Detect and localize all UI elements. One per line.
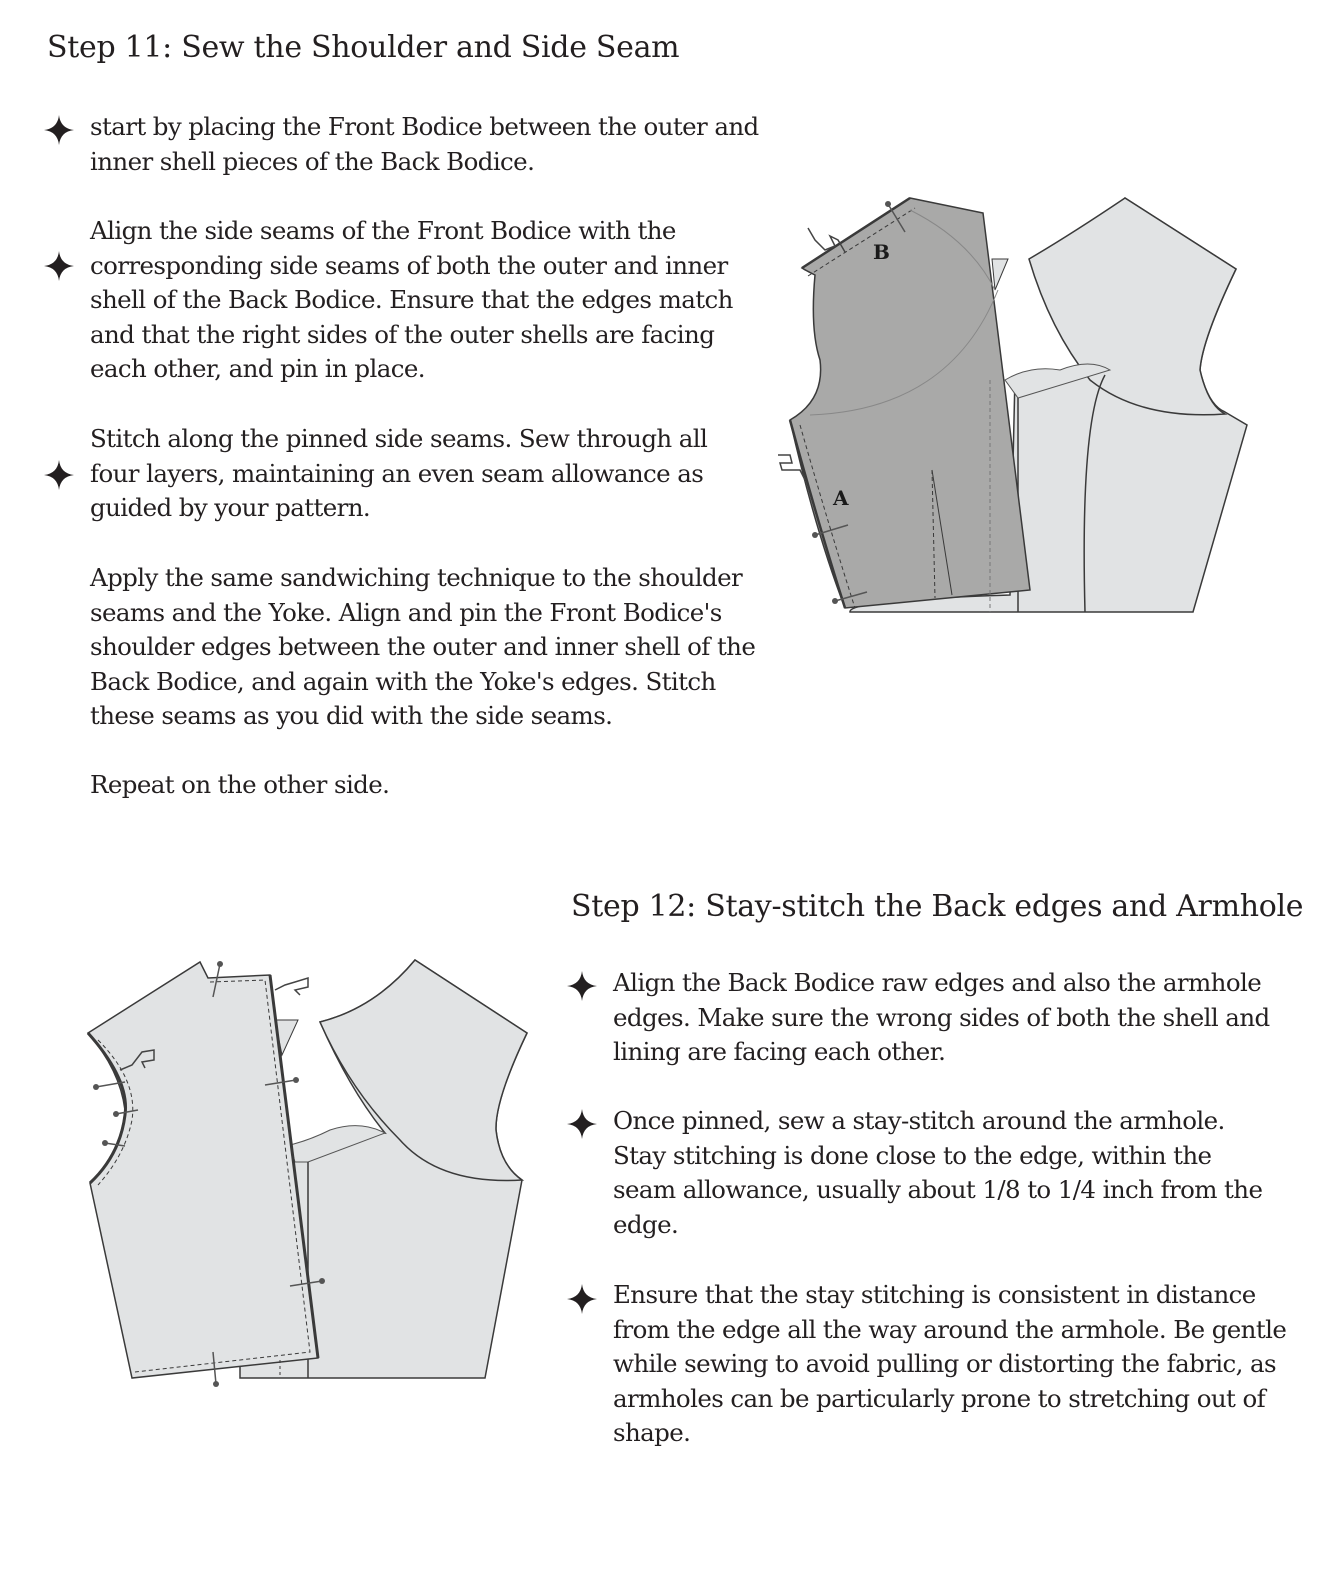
four-point-star-icon bbox=[567, 1109, 597, 1139]
step-12-paragraph-2: Once pinned, sew a stay-stitch around the armhole. Stay stitching is done close to the edge, within the seam allowance, usually about 1/8 to 1/4 inch from the edge. bbox=[613, 1106, 1263, 1239]
step-11-paragraph-4: Apply the same sandwiching technique to the shoulder seams and the Yoke. Align and pin the Front Bodice's shoulder edges between the outer and inner shell of the Back Bodice, and again with the Yoke's edges. Stitch these seams as you did with the side seams. bbox=[90, 563, 756, 731]
step-11-paragraph-3: Stitch along the pinned side seams. Sew through all four layers, maintaining an even seam allowance as guided by your pattern. bbox=[90, 424, 708, 523]
step-11-paragraph-1: start by placing the Front Bodice between the outer and inner shell pieces of the Back Bodice. bbox=[90, 112, 759, 176]
step-11-paragraph-2: Align the side seams of the Front Bodice with the corresponding side seams of both the outer and inner shell of the Back Bodice. Ensure that the edges match and that the right sides of the outer shells are facing each other, and pin in place. bbox=[90, 216, 733, 384]
label-b: B bbox=[873, 240, 890, 264]
step-11-title: Step 11: Sew the Shoulder and Side Seam bbox=[47, 30, 680, 65]
step-12-title: Step 12: Stay-stitch the Back edges and Armhole bbox=[571, 889, 1304, 924]
label-a: A bbox=[833, 486, 849, 510]
step-12-illustration bbox=[70, 940, 550, 1400]
four-point-star-icon bbox=[567, 971, 597, 1001]
four-point-star-icon bbox=[44, 460, 74, 490]
step-12-paragraph-3: Ensure that the stay stitching is consistent in distance from the edge all the way around the armhole. Be gentle while sewing to avoid pulling or distorting the fabric, as armholes can be particularly prone to stretching out of shape. bbox=[613, 1280, 1287, 1448]
four-point-star-icon bbox=[44, 251, 74, 281]
step-11-illustration bbox=[770, 180, 1270, 640]
step-11-paragraph-5: Repeat on the other side. bbox=[90, 770, 390, 799]
four-point-star-icon bbox=[567, 1284, 597, 1314]
step-12-paragraph-1: Align the Back Bodice raw edges and also the armhole edges. Make sure the wrong sides of both the shell and lining are facing each other. bbox=[613, 968, 1270, 1067]
four-point-star-icon bbox=[44, 115, 74, 145]
